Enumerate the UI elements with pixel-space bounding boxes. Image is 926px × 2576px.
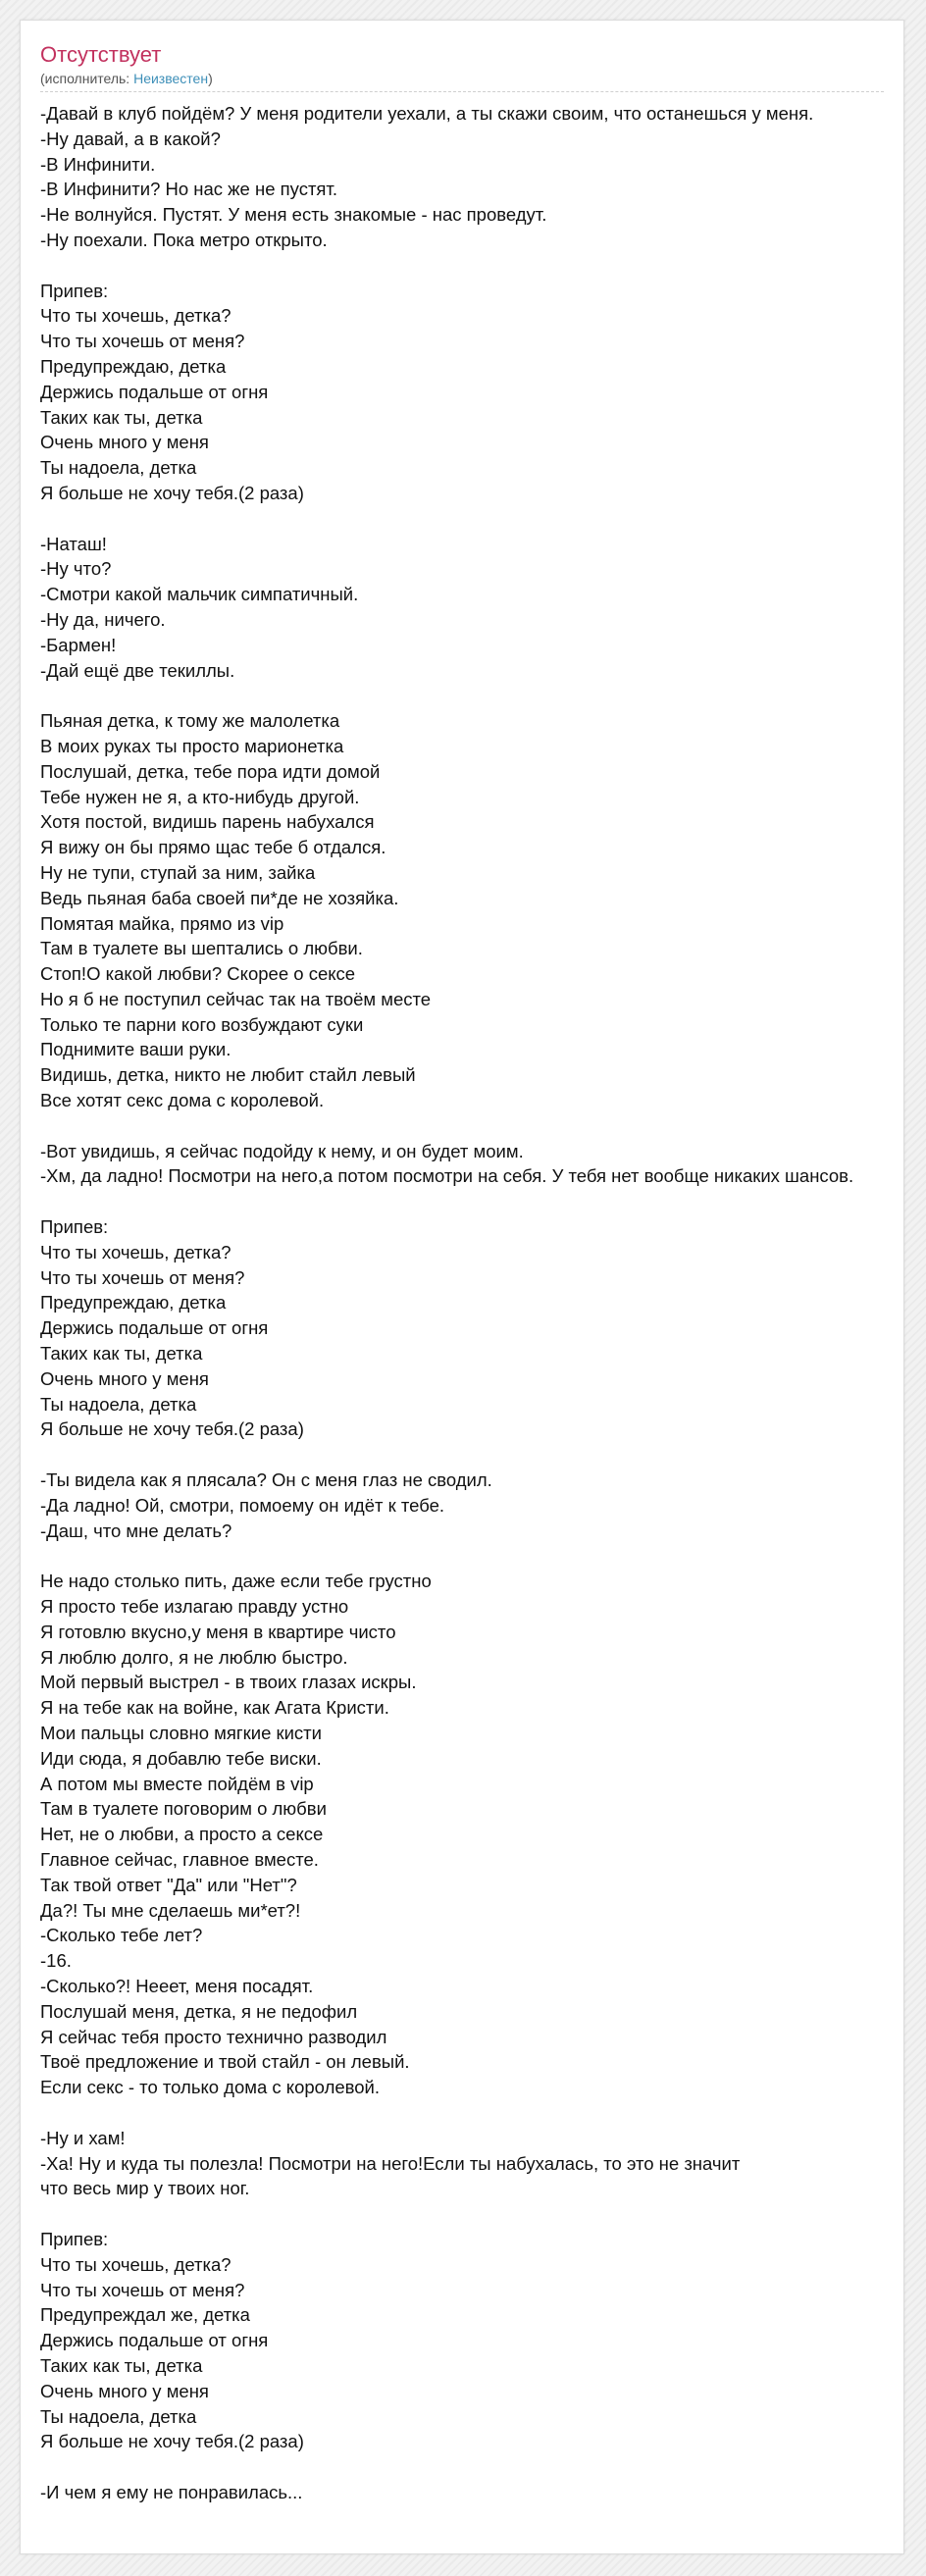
lyric-line: -Да ладно! Ой, смотри, помоему он идёт к тебе. xyxy=(40,1494,445,1516)
lyric-line: -Вот увидишь, я сейчас подойду к нему, и он будет моим. xyxy=(40,1140,524,1161)
artist-link[interactable]: Неизвестен xyxy=(133,71,209,86)
lyric-line: Я больше не хочу тебя.(2 раза) xyxy=(40,2431,304,2452)
lyrics-card xyxy=(20,20,904,2554)
lyric-line: Что ты хочешь, детка? xyxy=(40,1241,232,1262)
lyric-line: Держись подальше от огня xyxy=(40,1317,269,1339)
lyric-line: -Ты видела как я плясала? Он с меня глаз не сводил. xyxy=(40,1469,492,1491)
lyric-blank-line xyxy=(40,253,904,279)
lyric-line: Иди сюда, я добавлю тебе виски. xyxy=(40,1747,322,1769)
lyric-line: Таких как ты, детка xyxy=(40,406,203,428)
artist-line xyxy=(40,70,884,87)
lyric-blank-line xyxy=(40,2201,904,2227)
lyric-line: Припев: xyxy=(40,1216,109,1238)
lyric-line: Послушай меня, детка, я не педофил xyxy=(40,2000,358,2022)
lyric-line: Что ты хочешь, детка? xyxy=(40,2253,232,2275)
lyric-line: Поднимите ваши руки. xyxy=(40,1039,232,1060)
lyric-line: -Ну что? xyxy=(40,558,112,580)
lyric-line: Мой первый выстрел - в твоих глазах искры. xyxy=(40,1672,417,1693)
lyric-line: Все хотят секс дома с королевой. xyxy=(40,1090,325,1111)
lyric-line: Пьяная детка, к тому же малолетка xyxy=(40,710,340,732)
lyric-line: Видишь, детка, никто не любит стайл левый xyxy=(40,1064,416,1086)
lyric-line: Очень много у меня xyxy=(40,2380,209,2401)
lyric-line: Предупреждал же, детка xyxy=(40,2304,250,2326)
lyric-line: Главное сейчас, главное вместе. xyxy=(40,1848,319,1870)
lyric-line: -Ну давай, а в какой? xyxy=(40,128,221,149)
lyric-line: Очень много у меня xyxy=(40,432,209,453)
lyric-line: Припев: xyxy=(40,2228,109,2249)
lyric-line: -Сколько тебе лет? xyxy=(40,1925,203,1946)
lyric-line: Но я б не поступил сейчас так на твоём месте xyxy=(40,988,432,1009)
lyric-line: -Даш, что мне делать? xyxy=(40,1520,232,1541)
lyric-blank-line xyxy=(40,1189,904,1214)
lyric-line: -Ну и хам! xyxy=(40,2127,126,2148)
lyric-line: Так твой ответ "Да" или "Нет"? xyxy=(40,1874,297,1895)
lyric-line: Таких как ты, детка xyxy=(40,2354,203,2376)
lyric-line: Ну не тупи, ступай за ним, зайка xyxy=(40,861,316,883)
lyric-line: Помятая майка, прямо из vip xyxy=(40,912,284,934)
lyric-line: Я сейчас тебя просто технично разводил xyxy=(40,2026,387,2047)
lyric-line: -Давай в клуб пойдём? У меня родители уехали, а ты скажи своим, что останешься у меня. xyxy=(40,103,814,124)
lyric-line: Держись подальше от огня xyxy=(40,2330,269,2351)
artist-prefix: (исполнитель: xyxy=(40,71,134,86)
lyric-line: Я вижу он бы прямо щас тебе б отдался. xyxy=(40,837,386,858)
lyric-line: Мои пальцы словно мягкие кисти xyxy=(40,1723,322,1743)
lyric-line: Стоп!О какой любви? Скорее о сексе xyxy=(40,963,356,985)
lyric-line: Я больше не хочу тебя.(2 раза) xyxy=(40,482,304,503)
lyric-blank-line xyxy=(40,683,904,708)
lyric-line: -Ну поехали. Пока метро открыто. xyxy=(40,229,328,250)
lyric-line: Твоё предложение и твой стайл - он левый. xyxy=(40,2051,410,2073)
lyric-line: Ты надоела, детка xyxy=(40,1393,197,1415)
song-title: Отсутствует xyxy=(40,42,162,67)
lyric-line: -Не волнуйся. Пустят. У меня есть знакомые - нас проведут. xyxy=(40,204,547,226)
lyric-line: Нет, не о любви, а просто а сексе xyxy=(40,1824,324,1845)
lyric-line: -16. xyxy=(40,1950,72,1972)
lyric-line: Там в туалете поговорим о любви xyxy=(40,1798,327,1820)
lyric-line: Предупреждаю, детка xyxy=(40,1292,227,1314)
lyric-line: -И чем я ему не понравилась... xyxy=(40,2481,303,2502)
lyric-line: Хотя постой, видишь парень набухался xyxy=(40,811,375,833)
lyric-blank-line xyxy=(40,2454,904,2480)
lyric-line: Только те парни кого возбуждают суки xyxy=(40,1013,364,1035)
lyric-line: Держись подальше от огня xyxy=(40,381,269,402)
lyric-line: Предупреждаю, детка xyxy=(40,355,227,377)
lyric-line: -Хм, да ладно! Посмотри на него,а потом посмотри на себя. У тебя нет вообще никаких шансов. xyxy=(40,1165,854,1187)
lyric-line: -Наташ! xyxy=(40,533,107,554)
lyric-line: Если секс - то только дома с королевой. xyxy=(40,2077,381,2098)
artist-suffix: ) xyxy=(208,71,213,86)
lyric-line: Я готовлю вкусно,у меня в квартире чисто xyxy=(40,1621,396,1642)
lyric-line: Ведь пьяная баба своей пи*де не хозяйка. xyxy=(40,887,399,908)
lyric-line: что весь мир у твоих ног. xyxy=(40,2178,250,2199)
lyric-line: -Ну да, ничего. xyxy=(40,608,166,630)
lyric-line: Я просто тебе излагаю правду устно xyxy=(40,1596,349,1618)
song-header xyxy=(40,42,884,92)
lyric-blank-line xyxy=(40,1113,904,1139)
lyric-line: Я на тебе как на войне, как Агата Кристи. xyxy=(40,1697,389,1719)
lyric-line: Не надо столько пить, даже если тебе грустно xyxy=(40,1571,432,1592)
lyric-blank-line xyxy=(40,506,904,532)
lyric-blank-line xyxy=(40,1442,904,1468)
lyric-line: Очень много у меня xyxy=(40,1367,209,1389)
lyric-line: А потом мы вместе пойдём в vip xyxy=(40,1773,314,1794)
lyric-line: -Дай ещё две текиллы. xyxy=(40,659,235,681)
lyric-line: -Ха! Ну и куда ты полезла! Посмотри на него!Если ты набухалась, то это не значит xyxy=(40,2152,741,2174)
lyric-blank-line xyxy=(40,1543,904,1569)
lyric-line: Ты надоела, детка xyxy=(40,2405,197,2427)
lyric-line: Что ты хочешь от меня? xyxy=(40,1266,245,1288)
lyric-line: Ты надоела, детка xyxy=(40,457,197,479)
lyric-line: -В Инфинити. xyxy=(40,153,156,175)
lyrics-text xyxy=(40,101,904,2505)
lyric-line: Припев: xyxy=(40,280,109,301)
lyric-line: Тебе нужен не я, а кто-нибудь другой. xyxy=(40,786,360,807)
lyric-line: -В Инфинити? Но нас же не пустят. xyxy=(40,179,337,200)
lyric-line: -Бармен! xyxy=(40,634,117,655)
lyric-line: Что ты хочешь от меня? xyxy=(40,2279,245,2300)
lyric-line: Я больше не хочу тебя.(2 раза) xyxy=(40,1418,304,1440)
lyric-line: -Сколько?! Нееет, меня посадят. xyxy=(40,1975,314,1996)
lyric-line: Таких как ты, детка xyxy=(40,1343,203,1365)
lyric-line: Там в туалете вы шептались о любви. xyxy=(40,938,363,959)
lyric-line: Что ты хочешь от меня? xyxy=(40,331,245,352)
lyric-line: Да?! Ты мне сделаешь ми*ет?! xyxy=(40,1899,301,1921)
lyric-blank-line xyxy=(40,2100,904,2126)
lyric-line: Послушай, детка, тебе пора идти домой xyxy=(40,760,381,782)
lyric-line: Что ты хочешь, детка? xyxy=(40,305,232,327)
lyric-line: -Смотри какой мальчик симпатичный. xyxy=(40,584,359,605)
lyric-line: В моих руках ты просто марионетка xyxy=(40,735,344,756)
lyric-line: Я люблю долго, я не люблю быстро. xyxy=(40,1646,348,1668)
